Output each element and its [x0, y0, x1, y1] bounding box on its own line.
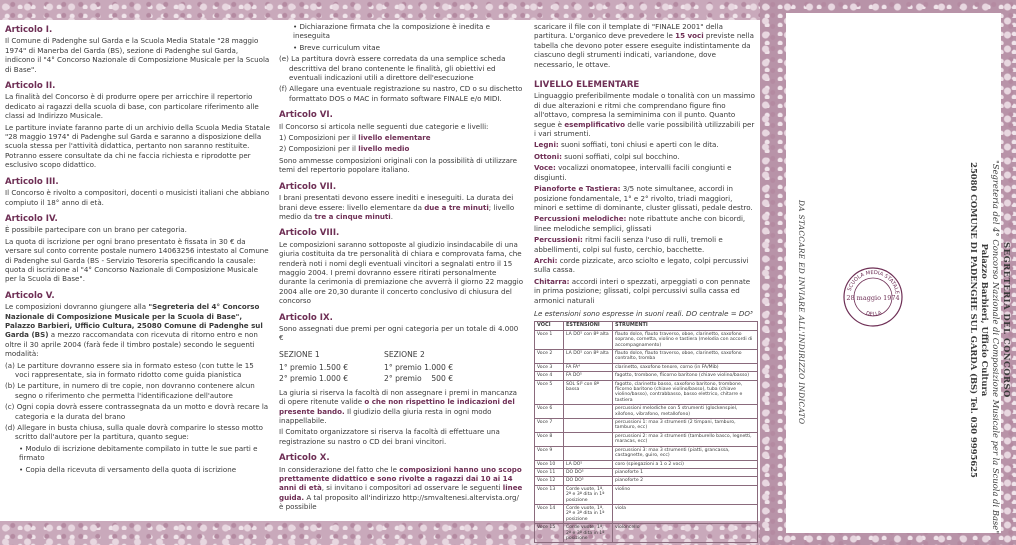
article-2-title: Articolo II.	[5, 81, 56, 92]
article-9-title: Articolo IX.	[279, 312, 333, 323]
section-2-head: SEZIONE 2	[384, 349, 425, 359]
ottoni-text: suoni soffiati, colpi sul bocchino.	[564, 151, 680, 161]
voice-cell: Voce 6	[535, 405, 564, 419]
section-2	[384, 349, 453, 384]
section-2-prize-1: 1° premio 1.000 €	[384, 362, 454, 372]
list-subitem: • Modulo di iscrizione debitamente compilato in tutte le sue parti e firmato	[19, 443, 258, 463]
extension-note: Le estensioni sono espresse in suoni reali. DO centrale = DO³	[534, 308, 753, 318]
list-item-c: (c) Ogni copia dovrà essere contrassegnata da un motto e dovrà recare la categoria e la durata del brano	[5, 402, 269, 421]
column-2	[279, 22, 524, 514]
table-row	[535, 405, 758, 419]
instrument-cell: fagotto, clarinetto basso, saxofono baritono, trombone, flicorno baritono (chiave violino/basso), tuba (chiave violino/basso), contrabbasso, basso elettrico, chitarre e tastiera	[613, 380, 758, 405]
decorative-border-top	[0, 0, 760, 20]
prize-table	[279, 349, 524, 384]
table-row	[535, 372, 758, 380]
section-1-head: SEZIONE 1	[279, 349, 320, 359]
voices-count: 15 voci	[675, 31, 704, 41]
chitarra-label: Chitarra:	[534, 276, 570, 286]
article-5-intro: Le composizioni dovranno giungere alla	[5, 302, 147, 312]
article-10-bold-2: linee guida.	[279, 483, 523, 502]
table-header-strumenti: STRUMENTI	[613, 322, 758, 330]
voice-cell: Voce 2	[535, 350, 564, 364]
list-subitem: • Dichiarazione firmata che la composizione è inedita e ineseguita	[293, 22, 490, 41]
article-9-text: Sono assegnati due premi per ogni categoria per un totale di 4.000 €	[279, 323, 519, 343]
article-10-text-a: In considerazione del fatto che le	[279, 464, 397, 474]
column-1	[5, 22, 270, 476]
template-text-b: L'organico deve prevedere le	[569, 31, 673, 41]
table-row	[535, 419, 758, 433]
voce-text: vocalizzi onomatopee, intervalli facili congiunti e disgiunti.	[534, 163, 732, 182]
category-2	[279, 144, 524, 153]
article-6-text-2: Sono ammesse composizioni originali con la possibilità di utilizzare temi del repertorio popolare italiano.	[279, 155, 518, 175]
article-3-text: Il Concorso è rivolto a compositori, docenti o musicisti italiani che abbiano compiuto il 18° anno di età.	[5, 188, 270, 207]
extension-cell: LA DO⁵ con 8ª alta	[564, 350, 613, 364]
article-9-bold: o che non rispettino le indicazioni del presente bando.	[279, 397, 515, 416]
voice-cell: Voce 15	[535, 524, 564, 543]
extension-cell	[564, 446, 613, 460]
instrument-cell: percussioni melodiche con 5 strumenti (glockenspiel, xilofono, vibrafono, metallofono)	[613, 405, 758, 419]
piano-text: 3/5 note simultanee, accordi in posizione fondamentale, 1° e 2° rivolto, triadi maggiori, minori e settime di dominante, cluster glissati, pedale destro.	[534, 184, 753, 212]
voce-label: Voce:	[534, 163, 556, 173]
school-stamp	[842, 266, 904, 328]
percussioni-text: ritmi facili senza l'uso di rulli, tremoli e abbellimenti, colpi sul fusto, cerchio, bacchette.	[534, 235, 723, 254]
article-5-after: a mezzo raccomandata con ricevuta di ritorno entro e non oltre il 30 aprile 2004 (farà fede il timbro postale) secondo le seguenti modalità:	[5, 330, 258, 359]
article-10-title: Articolo X.	[279, 453, 330, 464]
voice-cell: Voce 10	[535, 460, 564, 468]
instrument-archi	[534, 256, 756, 275]
voice-cell: Voce 5	[535, 380, 564, 405]
article-10-mid: , si invitano i compositori ad osservare le seguenti	[321, 483, 501, 493]
article-1-title: Articolo I.	[5, 25, 53, 35]
voices-table	[534, 321, 758, 543]
article-7-end: .	[390, 211, 394, 221]
article-10-end: A tal proposito all'indirizzo http://smvaltenesi.altervista.org/ è possibile	[279, 492, 519, 512]
extension-cell: Corde vuote, 1ª, 2ª e 3ª dita in 1ª posizione	[564, 485, 613, 504]
stamp-top-text: SCUOLA MEDIA STATALE	[846, 269, 900, 295]
list-item-b: (b) Le partiture, in numero di tre copie, non dovranno contenere alcun segno o riferimento che permetta l'identificazione dell'autore	[5, 381, 255, 400]
instrument-cell: percussioni 1: max 3 strumenti (2 timpani, tamburo, tamburo, ecc)	[613, 419, 758, 433]
instrument-cell: pianoforte 1	[613, 468, 758, 476]
table-row	[535, 504, 758, 523]
article-4-text-2: La quota di iscrizione per ogni brano presentato è fissata in 30 € da versare sul conto corrente postale numero 14063256 intestato al Comune di Padenghe sul Garda (BS - Servizio Tesoreria specificando la causale: quota di iscrizione al "4° Concorso Nazionale di Composizione Musicale per la Scuola di Base".	[5, 236, 269, 284]
extension-cell	[564, 432, 613, 446]
stamp-center-text: 28 maggio 1974	[846, 294, 900, 302]
list-item-e: (e) La partitura dovrà essere corredata da una semplice scheda descrittiva del brano contenente le finalità, gli obiettivi ed eventuali indicazioni utili a direttore dell'esecuzione	[279, 54, 506, 83]
instrument-cell: violino	[613, 485, 758, 504]
extension-cell: Corde vuote, 1ª, 2ª e 3ª dita in 1ª posizione	[564, 524, 613, 543]
voice-cell: Voce 12	[535, 477, 564, 485]
section-1-prize-1: 1° premio 1.500 €	[279, 362, 349, 372]
extension-cell	[564, 419, 613, 433]
instrument-chitarra	[534, 277, 756, 305]
section-1-prize-2: 2° premio 1.000 €	[279, 373, 349, 383]
instrument-cell: violoncello	[613, 524, 758, 543]
instrument-cell: pianoforte 2	[613, 477, 758, 485]
category-2-level: livello medio	[358, 144, 410, 154]
extension-cell: SOL SI⁵ con 8ª bassa	[564, 380, 613, 405]
article-7-title: Articolo VII.	[279, 181, 337, 192]
level-title: LIVELLO ELEMENTARE	[534, 80, 640, 91]
extension-cell: LA DO⁵	[564, 460, 613, 468]
article-6-title: Articolo VI.	[279, 110, 333, 121]
section-2-prize-2: 2° premio 500 €	[384, 373, 454, 383]
article-7-text-a: I brani presentati devono essere inediti e ineseguiti. La durata dei brani deve essere: livello elementare da	[279, 193, 514, 212]
voice-cell: Voce 11	[535, 468, 564, 476]
article-5-text	[5, 302, 270, 358]
extension-cell: DO DO⁵	[564, 468, 613, 476]
level-bold: esemplificativo	[564, 119, 626, 129]
article-4-title: Articolo IV.	[5, 213, 58, 224]
article-7-mid: ; livello medio da	[279, 202, 515, 221]
list-item-a: (a) Le partiture dovranno essere sia in formato esteso (con tutte le 15 voci rappresentate, sia in formato ridotto come guida pianistica	[5, 360, 254, 379]
column-3	[534, 22, 756, 543]
template-text	[534, 22, 756, 69]
article-9-text-2a: La giuria si riserva la facoltà di non assegnare i premi in mancanza di opere ritenute valide	[279, 387, 518, 407]
extension-cell: LA DO⁵ con 8ª alta	[564, 330, 613, 349]
table-row	[535, 363, 758, 371]
table-header-estensioni: ESTENSIONI	[564, 322, 613, 330]
instrument-cell: flauto dolce, flauto traverso, oboe, clarinetto, saxofono contralto, tromba	[613, 350, 758, 364]
list-item-d: (d) Allegare in busta chiusa, sulla quale dovrà comparire lo stesso motto scritto dall'autore per la partitura, quanto segue:	[5, 423, 263, 442]
table-row	[535, 524, 758, 543]
article-7-text	[279, 193, 524, 221]
cut-line-label: DA STACCARE ED INVIARE ALL'INDIRIZZO INDICATO	[797, 200, 806, 425]
voice-cell: Voce 4	[535, 372, 564, 380]
article-7-duration-1: due a tre minuti	[424, 202, 489, 212]
category-2-label: 2) Composizioni per il	[279, 144, 356, 154]
instrument-cell: clarinetto, saxofono tenore, corno (in FA/Mib)	[613, 363, 758, 371]
article-5-title: Articolo V.	[5, 290, 55, 301]
article-1-text: Il Comune di Padenghe sul Garda e la Scuola Media Statale "28 maggio 1974" di Manerba del Garda (BS), sezione di Padenghe sul Garda, indicono il "4° Concorso Nazionale di Composizione Musicale per la Scuola di Base".	[5, 36, 270, 74]
template-text-a: scaricare il file con il template di "FINALE 2001" della partitura.	[534, 22, 723, 41]
extension-cell	[564, 405, 613, 419]
archi-text: corde pizzicate, arco sciolto e legato, colpi percussivi sulla cassa.	[534, 255, 749, 275]
level-text	[534, 91, 756, 138]
article-10-bold-1: composizioni hanno uno scopo prettamente didattico e sono rivolte a ragazzi dai 10 ai 14 anni di età	[279, 464, 522, 493]
article-2-text-2: Le partiture inviate faranno parte di un archivio della Scuola Media Statale "28 maggio 1974" di Padenghe sul Garda e saranno a disposizione della scuola stessa per l'attività didattica, pertanto non saranno restituite. Potranno essere consultate da chi ne faccia richiesta e riprodotte per esclusivo scopo didattico.	[5, 122, 270, 170]
list-subitem: • Copia della ricevuta di versamento della quota di iscrizione	[19, 464, 237, 474]
article-4-text: È possibile partecipare con un brano per categoria.	[5, 225, 187, 235]
instrument-cell: flauto dolce, flauto traverso, oboe, clarinetto, saxofono soprano, cornetta, violino e tastiera (melodia con accordi di accompagnamento)	[613, 330, 758, 349]
table-row	[535, 485, 758, 504]
category-1-level: livello elementare	[358, 133, 431, 143]
voice-cell: Voce 7	[535, 419, 564, 433]
table-row	[535, 432, 758, 446]
chitarra-text: accordi interi o spezzati, arpeggiati o con pennate in prima posizione; glissati, colpi percussivi sulla cassa ed armonici naturali	[534, 276, 751, 305]
address-title: SEGRETERIA DEL CONCORSO	[1002, 242, 1012, 398]
list-item-f: (f) Allegare una eventuale registrazione su nastro, CD o su dischetto formattato DOS o MAC in formato software FINALE e/o MIDI.	[279, 84, 523, 103]
level-text-a: Linguaggio preferibilmente modale o tonalità con un massimo di due alterazioni e ritmi che comprendano figure fino all'ottavo, compresa la semiminima con il punto. Quanto segue è	[534, 91, 756, 129]
article-9-text-3: Il Comitato organizzatore si riserva la facoltà di effettuare una registrazione su nastro o CD dei brani vincitori.	[279, 427, 500, 446]
perc-melodiche-label: Percussioni melodiche:	[534, 214, 627, 224]
instrument-perc-melodiche	[534, 214, 756, 233]
perc-melodiche-text: note ribattute anche con bicordi, linee melodiche semplici, glissati	[534, 214, 746, 233]
table-row	[535, 380, 758, 405]
extension-cell: FA DO⁵	[564, 372, 613, 380]
extension-cell: DO DO⁵	[564, 477, 613, 485]
list-subitem: • Breve curriculum vitae	[293, 42, 381, 52]
level-text-b: delle varie possibilità utilizzabili per i vari strumenti.	[534, 119, 755, 139]
legni-label: Legni:	[534, 140, 559, 150]
article-9-text-2b: Il giudizio della giuria resta in ogni modo inappellabile.	[279, 406, 492, 425]
article-9-text-2	[279, 388, 524, 426]
article-3-title: Articolo III.	[5, 176, 59, 187]
voice-cell: Voce 9	[535, 446, 564, 460]
article-2-text: La finalità del Concorso è di produrre opere per arricchire il repertorio dedicato ai ragazzi della scuola di base, con particolare riferimento alle classi ad Indirizzo Musicale.	[5, 92, 259, 121]
article-6-text: Il Concorso si articola nelle seguenti due categorie e livelli:	[279, 121, 489, 131]
legni-text: suoni soffiati, toni chiusi e aperti con le dita.	[561, 140, 719, 150]
voice-cell: Voce 1	[535, 330, 564, 349]
ottoni-label: Ottoni:	[534, 151, 563, 161]
archi-label: Archi:	[534, 255, 558, 265]
instrument-cell: percussioni 2: max 3 strumenti (tamburello basco, legnetti, maracas, ecc)	[613, 432, 758, 446]
instrument-cell: fagotto, trombone, flicorno baritono (chiave violino/basso)	[613, 372, 758, 380]
extension-cell: Corde vuote, 1ª, 2ª e 3ª dita in 1ª posizione	[564, 504, 613, 523]
table-header-row	[535, 322, 758, 330]
table-row	[535, 350, 758, 364]
table-row	[535, 460, 758, 468]
article-8-title: Articolo VIII.	[279, 228, 340, 239]
voice-cell: Voce 3	[535, 363, 564, 371]
category-1	[279, 133, 524, 142]
instrument-voce	[534, 163, 756, 182]
table-row	[535, 330, 758, 349]
instrument-cell: viola	[613, 504, 758, 523]
address-block	[968, 160, 1012, 535]
table-row	[535, 468, 758, 476]
voice-cell: Voce 14	[535, 504, 564, 523]
article-7-duration-2: tre a cinque minuti	[314, 211, 391, 221]
instrument-cell: coro (spiegazioni a 1 o 2 voci)	[613, 460, 758, 468]
table-header-voci: VOCI	[535, 322, 564, 330]
extension-cell: FA FA⁴	[564, 363, 613, 371]
article-10-text	[279, 465, 524, 512]
instrument-percussioni	[534, 235, 756, 254]
instrument-piano	[534, 184, 756, 212]
table-row	[535, 446, 758, 460]
instrument-legni	[534, 140, 756, 149]
voice-cell: Voce 8	[535, 432, 564, 446]
instrument-cell: percussioni 3: max 3 strumenti (piatti, grancassa, castagnette, guiro, ecc)	[613, 446, 758, 460]
address-line-1: Palazzo Barbieri, Ufficio Cultura	[980, 243, 990, 397]
percussioni-label: Percussioni:	[534, 235, 583, 245]
instrument-ottoni	[534, 152, 756, 161]
category-1-label: 1) Composizioni per il	[279, 133, 356, 143]
template-text-c: previste nella tabella che devono poter essere eseguite indistintamente da ciascuno degli strumenti indicati, variandone, dove necessario, le ottave.	[534, 31, 754, 69]
table-row	[535, 477, 758, 485]
section-1	[279, 349, 348, 384]
article-8-text: Le composizioni saranno sottoposte al giudizio insindacabile di una giuria costituita da tre personalità di chiara e comprovata fama, che renderà noti i nomi degli eventuali vincitori a segnalati entro il 15 maggio 2004. I premi dovranno essere ritirati personalmente durante la cerimonia di premiazione che avverrà il giorno 22 maggio 2004 alle ore 20,30 durante il concerto conclusivo di chiusura del concorso	[279, 239, 524, 306]
address-line-2: 25080 COMUNE DI PADENGHE SUL GARDA (BS) Tel. 030 9995625	[969, 162, 979, 478]
stamp-bottom-text: DELLA	[865, 309, 883, 318]
address-subtitle: "Segreteria del 4° Concorso Nazionale di Composizione Musicale per la Scuola di Base"	[991, 160, 1001, 535]
voice-cell: Voce 13	[535, 485, 564, 504]
article-5-address: "Segreteria del 4° Concorso Nazionale di Composizione Musicale per la Scuola di Base", Palazzo Barbieri, Ufficio Cultura, 25080 Comune di Padenghe sul Garda (BS)	[5, 302, 263, 340]
piano-label: Pianoforte e Tastiera:	[534, 184, 621, 194]
